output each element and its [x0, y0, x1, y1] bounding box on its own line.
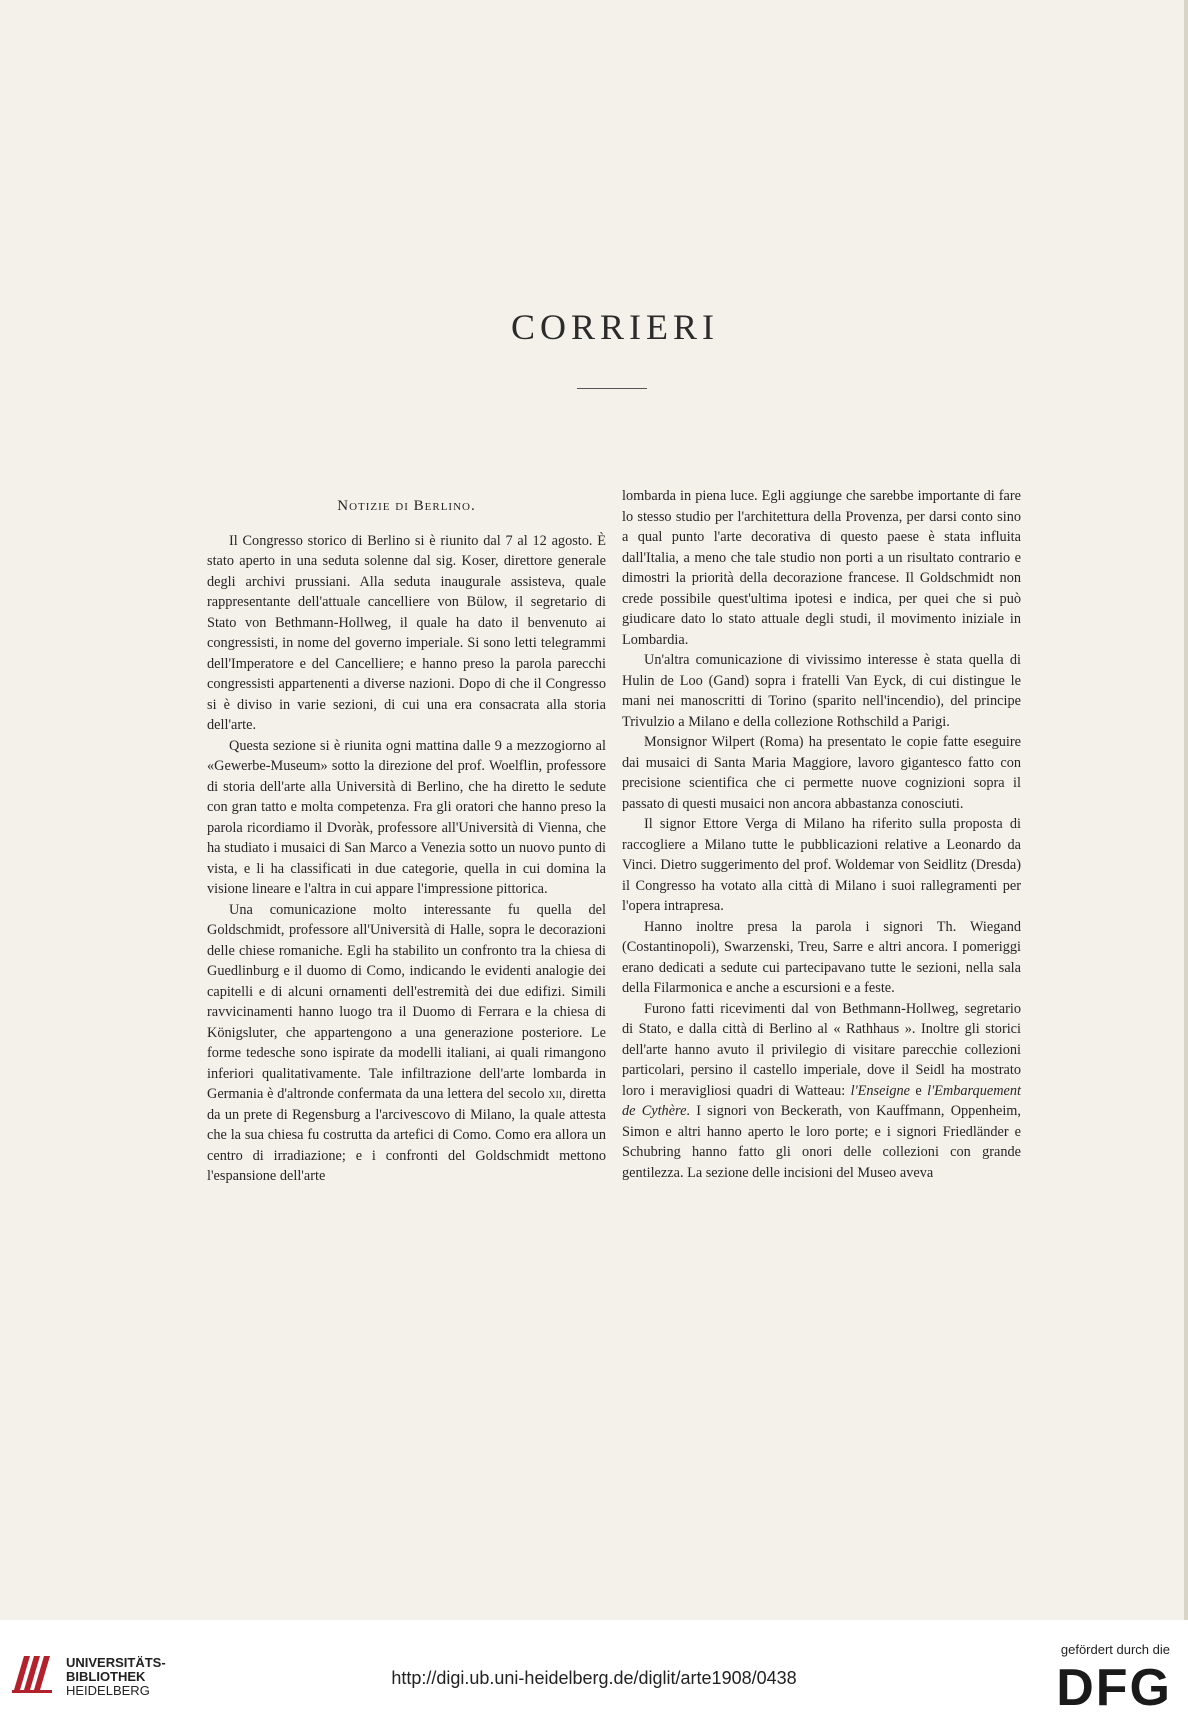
paragraph: Il signor Ettore Verga di Milano ha riferito sulla proposta di raccogliere a Milano tutte le pubblicazioni relative a Leonardo da Vinci. Dietro suggerimento del prof. Woldemar von Seidlitz (Dresda) il Congresso ha votato alla città di Milano i suoi rallegramenti per l'opera intrapresa. [622, 816, 1021, 914]
library-name: UNIVERSITÄTS- BIBLIOTHEK HEIDELBERG [66, 1655, 166, 1698]
paragraph: Monsignor Wilpert (Roma) ha presentato le copie fatte eseguire dai musaici di Santa Maria Maggiore, lavoro gigantesco fatto con precisione scientifica che ci permette nuove cognizioni sopra il passato di questi musaici non ancora abbastanza conosciuti. [622, 734, 1021, 812]
paragraph: Un'altra comunicazione di vivissimo interesse è stata quella di Hulin de Loo (Gand) sopra i fratelli Van Eyck, di cui distingue le mani nei manoscritti di Torino (sparito nell'incendio), del principe Trivulzio a Milano e della collezione Rothschild a Parigi. [622, 652, 1021, 730]
artwork-title: l'Enseigne [850, 1082, 911, 1099]
paragraph [622, 999, 1021, 1184]
artwork-title: l'Embarquement de Cythère [622, 1082, 1021, 1119]
scan-edge [1184, 0, 1188, 1620]
paragraph: Il Congresso storico di Berlino si è riunito dal 7 al 12 agosto. È stato aperto in una seduta solenne dal sig. Koser, direttore generale degli archivi prussiani. Alla seduta inaugurale assisteva, quale rappresentante dell'attuale cancelliere von Bülow, il segretario di Stato von Bethmann-Hollweg, il quale ha dato il benvenuto ai congressisti, in nome del governo imperiale. Si sono letti telegrammi dell'Imperatore e del Cancelliere; e hanno preso la parola parecchi congressisti appartenenti a diverse nazioni. Dopo di che il Congresso si è diviso in varie sezioni, di cui una era consacrata alla storia dell'arte. [207, 532, 606, 733]
title-rule [577, 388, 647, 389]
dfg-logo: DFG [1056, 1659, 1172, 1717]
paragraph-text: e [910, 1082, 928, 1099]
page-title: CORRIERI [510, 307, 719, 347]
paragraph [207, 900, 606, 1187]
paragraph: lombarda in piena luce. Egli aggiunge che sarebbe importante di fare lo stesso studio per l'architettura della Provenza, per darsi conto sino a qual punto l'arte decorativa di questo paese è stata influita dall'Italia, a meno che tale studio non porti a un risultato contrario e dimostri la priorità della decorazione francese. Il Goldschmidt non crede possibile quest'ultima ipotesi e indica, per quei che si può giudicare dato lo stato attuale degli studi, il movimento iniziale in Lombardia. [622, 488, 1021, 648]
text-column-left [207, 486, 606, 1187]
paragraph: Questa sezione si è riunita ogni mattina dalle 9 a mezzogiorno al «Gewerbe-Museum» sotto la direzione del prof. Woelflin, professore di storia dell'arte alla Università di Berlino, che ha diretto le sedute con gran tatto e molta competenza. Fra gli oratori che hanno preso la parola ricordiamo il Dvoràk, professore all'Università di Vienna, che ha studiato i musaici di San Marco a Venezia sotto un nuovo punto di vista, e li ha classificati in due categorie, quella in cui domina la visione lineare e l'altra in cui appare l'impressione pittorica. [207, 737, 606, 897]
text-column-right [622, 486, 1021, 1183]
sponsor-label: gefördert durch die [1060, 1642, 1170, 1657]
permalink-url[interactable]: http://digi.ub.uni-heidelberg.de/diglit/arte1908/0438 [391, 1668, 797, 1688]
paragraph: Hanno inoltre presa la parola i signori Th. Wiegand (Costantinopoli), Swarzenski, Treu, Sarre e altri ancora. I pomeriggi erano dedicati a sedute cui partecipavano tutte le sezioni, nella sala della Filarmonica e anche a escursioni e a feste. [622, 918, 1021, 996]
paragraph-text: , diretta da un prete di Regensburg a l'arcivescovo di Milano, la quale attesta che la sua chiesa fu costrutta da artefici di Como. Como era allora un centro di irradiazione; e i confronti del Goldschmidt mettono l'espansione dell'arte [207, 1086, 606, 1184]
paragraph-text: Furono fatti ricevimenti dal von Bethmann-Hollweg, segretario di Stato, e dalla città di Berlino al « Rathhaus ». Inoltre gli storici dell'arte hanno avuto il privilegio di visitare parecchie collezioni particolari, persino il castello imperiale, dove il Seidl ha mostrato loro i meravigliosi quadri di Watteau: [622, 1000, 1021, 1099]
roman-numeral: xii [548, 1086, 563, 1102]
section-heading: Notizie di Berlino. [337, 498, 476, 514]
paragraph-text: Una comunicazione molto interessante fu quella del Goldschmidt, professore all'Università di Halle, sopra le decorazioni delle chiese romaniche. Egli ha stabilito un confronto tra la chiesa di Guedlinburg e il duomo di Como, indicando le evidenti analogie dei capitelli e di alcuni ornamenti dell'estremità dei due edifizi. Simili ravvicinamenti hanno luogo tra il Duomo di Ferrara e la chiesa di Königsluter, che appartengono a una generazione posteriore. Le forme tedesche sono ispirate da modelli italiani, ai quali rimangono inferiori qualitativamente. Tale infiltrazione dell'arte lombarda in Germania è d'altronde confermata da una lettera del secolo [207, 901, 606, 1102]
digitization-footer [0, 1620, 1188, 1723]
paragraph-text: . I signori von Beckerath, von Kauffmann, Oppenheim, Simon e altri hanno aperto le loro porte; e i signori Friedländer e Schubring hanno fatto gli onori delle collezioni con grande gentilezza. La sezione delle incisioni del Museo aveva [622, 1103, 1021, 1181]
